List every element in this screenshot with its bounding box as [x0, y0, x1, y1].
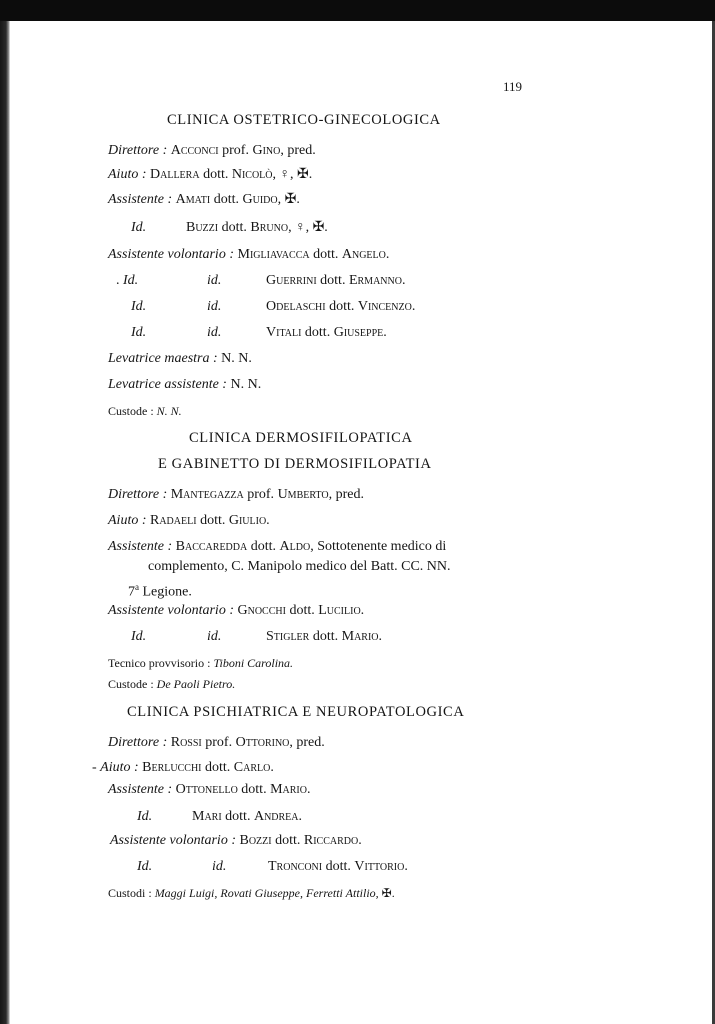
entry-direttore-3: Direttore : Rossi prof. Ottorino, pred. [108, 735, 325, 750]
entry-assistente: Assistente : Amati dott. Guido, ✠. [108, 192, 300, 207]
entry-tecnico: Tecnico provvisorio : Tiboni Carolina. [108, 656, 294, 670]
entry-vol-3-1-sub: id. [212, 859, 227, 874]
entry-assistente-2: Assistente : Baccaredda dott. Aldo, Sottotenente medico di [108, 539, 447, 554]
entry-aiuto-3: - Aiuto : Berlucchi dott. Carlo. [92, 760, 274, 775]
entry-assistente-id-name: Buzzi dott. Bruno, ♀, ✠. [186, 220, 328, 235]
scan-border-left [0, 21, 10, 1024]
entry-vol-1-id: . Id. [116, 273, 139, 288]
entry-assistente-3: Assistente : Ottonello dott. Mario. [108, 782, 311, 797]
entry-aiuto-2: Aiuto : Radaeli dott. Giulio. [108, 513, 270, 528]
entry-custode: Custode : N. N. [108, 404, 182, 418]
entry-assistente-3-id-name: Mari dott. Andrea. [192, 809, 303, 824]
entry-assistente-volontario-2: Assistente volontario : Gnocchi dott. Lucilio. [108, 603, 365, 618]
section-title-dermosifilopatica: CLINICA DERMOSIFILOPATICA [189, 430, 413, 446]
entry-vol-2-id: Id. [131, 299, 147, 314]
entry-vol-2-name: Odelaschi dott. Vincenzo. [266, 299, 416, 314]
section-subtitle-gabinetto: E GABINETTO DI DERMOSIFILOPATIA [158, 456, 432, 472]
entry-assistente-volontario: Assistente volontario : Migliavacca dott. Angelo. [108, 247, 390, 262]
entry-assistente-2-cont: complemento, C. Manipolo medico del Batt. CC. NN. [148, 559, 451, 574]
entry-vol-2-1-sub: id. [207, 629, 222, 644]
entry-levatrice-assistente: Levatrice assistente : N. N. [108, 377, 262, 392]
entry-aiuto: Aiuto : Dallera dott. Nicolò, ♀, ✠. [108, 167, 313, 182]
entry-assistente-2-legione: 7$^a$ Legione. [128, 582, 192, 600]
entry-vol-2-sub: id. [207, 299, 222, 314]
entry-vol-3-sub: id. [207, 325, 222, 340]
entry-custode-2: Custode : De Paoli Pietro. [108, 677, 236, 691]
entry-assistente-id: Id. [131, 220, 147, 235]
page-number: 119 [503, 79, 523, 94]
entry-vol-1-sub: id. [207, 273, 222, 288]
scan-border-top [0, 0, 715, 21]
entry-vol-3-id: Id. [131, 325, 147, 340]
entry-vol-2-1-name: Stigler dott. Mario. [266, 629, 383, 644]
entry-vol-1-name: Guerrini dott. Ermanno. [266, 273, 406, 288]
entry-custodi: Custodi : Maggi Luigi, Rovati Giuseppe, Ferretti Attilio, ✠. [108, 886, 395, 900]
entry-vol-2-1-id: Id. [131, 629, 147, 644]
entry-direttore: Direttore : Acconci prof. Gino, pred. [108, 143, 316, 158]
section-title-ostetrico: CLINICA OSTETRICO-GINECOLOGICA [167, 112, 441, 128]
entry-vol-3-1-id: Id. [137, 859, 153, 874]
entry-direttore-2: Direttore : Mantegazza prof. Umberto, pred. [108, 487, 364, 502]
entry-vol-3-1-name: Tronconi dott. Vittorio. [268, 859, 408, 874]
section-title-psichiatrica: CLINICA PSICHIATRICA E NEUROPATOLOGICA [127, 704, 465, 720]
entry-levatrice-maestra: Levatrice maestra : N. N. [108, 351, 252, 366]
entry-assistente-3-id: Id. [137, 809, 153, 824]
entry-assistente-volontario-3: Assistente volontario : Bozzi dott. Riccardo. [110, 833, 362, 848]
entry-vol-3-name: Vitali dott. Giuseppe. [266, 325, 387, 340]
